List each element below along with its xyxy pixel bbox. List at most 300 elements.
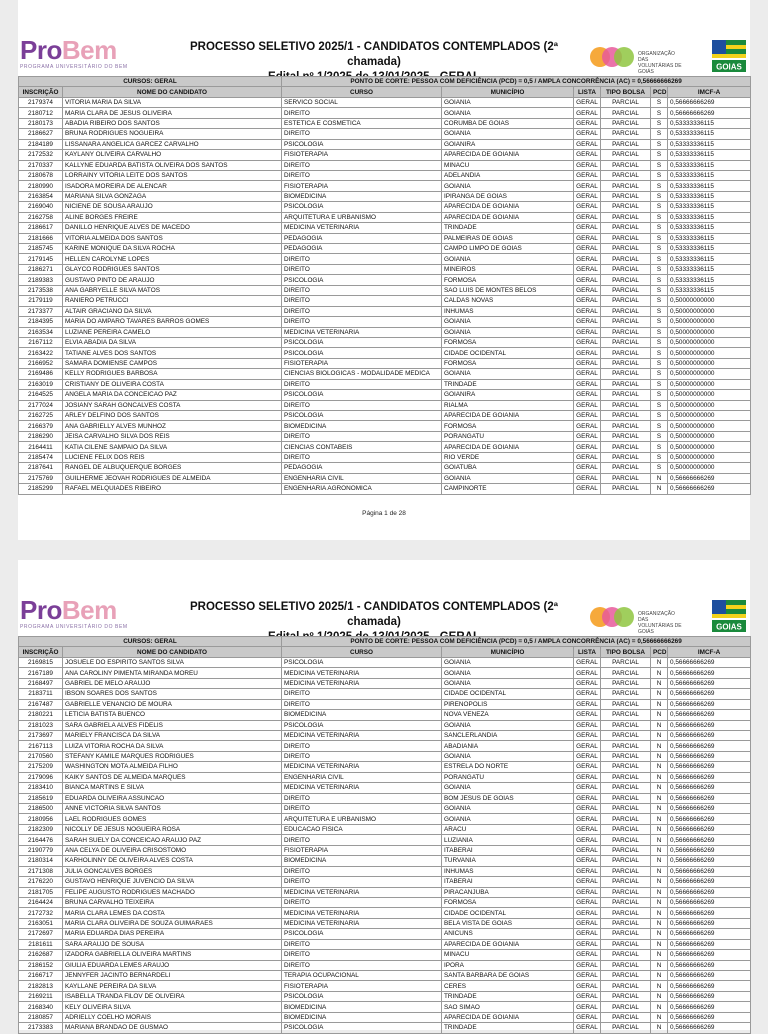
svg-text:GOIAS: GOIAS: [716, 62, 742, 72]
cell-pcd: N: [651, 877, 668, 887]
cell-tipo-bolsa: PARCIAL: [601, 160, 651, 170]
table-row: [19, 285, 751, 295]
table-row: [19, 181, 751, 191]
cell-municipio: APARECIDA DE GOIANIA: [442, 442, 574, 452]
cell-imcf: 0,53333336115: [668, 275, 751, 285]
cell-tipo-bolsa: PARCIAL: [601, 421, 651, 431]
cell-inscricao: 2173538: [19, 285, 63, 295]
cell-tipo-bolsa: PARCIAL: [601, 150, 651, 160]
cell-pcd: N: [651, 804, 668, 814]
col-inscricao: INSCRIÇÃO: [19, 647, 63, 657]
cell-tipo-bolsa: PARCIAL: [601, 689, 651, 699]
cell-imcf: 0,56666666269: [668, 762, 751, 772]
cell-nome: KELY OLIVEIRA SILVA: [63, 1002, 282, 1012]
col-pcd: PCD: [651, 647, 668, 657]
cell-imcf: 0,53333336115: [668, 191, 751, 201]
table-row: [19, 960, 751, 970]
cell-nome: MARIA CLARA LEMES DA COSTA: [63, 908, 282, 918]
cell-curso: FISIOTERAPIA: [282, 981, 442, 991]
cell-tipo-bolsa: PARCIAL: [601, 400, 651, 410]
cell-curso: ENGENHARIA AGRONOMICA: [282, 484, 442, 494]
cell-imcf: 0,50000000000: [668, 358, 751, 368]
col-municipio: MUNICÍPIO: [442, 647, 574, 657]
cell-municipio: GOIANIA: [442, 108, 574, 118]
cell-curso: BIOMEDICINA: [282, 1002, 442, 1012]
cell-curso: DIREITO: [282, 897, 442, 907]
cell-pcd: N: [651, 730, 668, 740]
cell-inscricao: 2163051: [19, 918, 63, 928]
cell-lista: GERAL: [574, 804, 601, 814]
goias-flag-icon: [712, 40, 746, 74]
cell-pcd: N: [651, 981, 668, 991]
cell-inscricao: 2164525: [19, 390, 63, 400]
cell-pcd: S: [651, 285, 668, 295]
cell-tipo-bolsa: PARCIAL: [601, 442, 651, 452]
cell-lista: GERAL: [574, 296, 601, 306]
cell-tipo-bolsa: PARCIAL: [601, 484, 651, 494]
cell-nome: SARA GABRIELA ALVES FIDELIS: [63, 720, 282, 730]
cell-curso: CIENCIAS CONTABEIS: [282, 442, 442, 452]
cell-curso: DIREITO: [282, 950, 442, 960]
cell-imcf: 0,50000000000: [668, 327, 751, 337]
band-courses: CURSOS: GERAL: [19, 637, 282, 647]
cell-lista: GERAL: [574, 400, 601, 410]
cell-nome: ALTAIR GRACIANO DA SILVA: [63, 306, 282, 316]
cell-municipio: SANTA BARBARA DE GOIAS: [442, 971, 574, 981]
cell-tipo-bolsa: PARCIAL: [601, 751, 651, 761]
cell-imcf: 0,56666666269: [668, 1012, 751, 1022]
cell-curso: ESTETICA E COSMETICA: [282, 118, 442, 128]
cell-municipio: MINACU: [442, 160, 574, 170]
cell-municipio: LUZIANIA: [442, 835, 574, 845]
cell-curso: MEDICINA VETERINARIA: [282, 730, 442, 740]
cell-municipio: APARECIDA DE GOIANIA: [442, 411, 574, 421]
results-table-2: [18, 636, 750, 1034]
cell-municipio: FORMOSA: [442, 337, 574, 347]
page-header: [18, 560, 750, 635]
cell-lista: GERAL: [574, 264, 601, 274]
cell-municipio: INHUMAS: [442, 306, 574, 316]
cell-inscricao: 2183711: [19, 689, 63, 699]
cell-inscricao: 2183410: [19, 783, 63, 793]
cell-nome: JEISA CARVALHO SILVA DOS REIS: [63, 431, 282, 441]
cell-pcd: S: [651, 296, 668, 306]
cell-curso: PEDAGOGIA: [282, 244, 442, 254]
cell-pcd: N: [651, 741, 668, 751]
cell-nome: BIANCA MARTINS E SILVA: [63, 783, 282, 793]
cell-pcd: N: [651, 835, 668, 845]
cell-nome: KARHOLINNY DE OLIVEIRA ALVES COSTA: [63, 856, 282, 866]
cell-municipio: GOIANIA: [442, 327, 574, 337]
title-line-1: PROCESSO SELETIVO 2025/1 - CANDIDATOS CONTEMPLADOS (2ª chamada): [189, 41, 559, 68]
col-curso: CURSO: [282, 647, 442, 657]
cell-lista: GERAL: [574, 181, 601, 191]
cell-curso: MEDICINA VETERINARIA: [282, 327, 442, 337]
cell-municipio: PORANGATU: [442, 772, 574, 782]
cell-municipio: SAO LUIS DE MONTES BELOS: [442, 285, 574, 295]
cell-lista: GERAL: [574, 379, 601, 389]
cell-imcf: 0,56666666269: [668, 1023, 751, 1033]
col-imcf: IMCF-A: [668, 87, 751, 97]
cell-nome: BRUNA RODRIGUES NOGUEIRA: [63, 129, 282, 139]
table-row: [19, 411, 751, 421]
cell-tipo-bolsa: PARCIAL: [601, 1012, 651, 1022]
cell-inscricao: 2164424: [19, 897, 63, 907]
cell-inscricao: 2166952: [19, 358, 63, 368]
cell-lista: GERAL: [574, 678, 601, 688]
table-row: [19, 223, 751, 233]
cell-pcd: S: [651, 97, 668, 107]
cell-imcf: 0,56666666269: [668, 699, 751, 709]
cell-inscricao: 2185619: [19, 793, 63, 803]
cell-pcd: N: [651, 772, 668, 782]
cell-pcd: N: [651, 918, 668, 928]
cell-curso: PSICOLOGIA: [282, 411, 442, 421]
cell-nome: IZADORA GABRIELLA OLIVEIRA MARTINS: [63, 950, 282, 960]
cell-inscricao: 2180173: [19, 118, 63, 128]
cell-curso: DIREITO: [282, 960, 442, 970]
cell-tipo-bolsa: PARCIAL: [601, 793, 651, 803]
table-row: [19, 191, 751, 201]
cell-tipo-bolsa: PARCIAL: [601, 678, 651, 688]
cell-pcd: N: [651, 908, 668, 918]
table-row: [19, 741, 751, 751]
cell-tipo-bolsa: PARCIAL: [601, 1002, 651, 1012]
cell-tipo-bolsa: PARCIAL: [601, 233, 651, 243]
cell-tipo-bolsa: PARCIAL: [601, 285, 651, 295]
cell-inscricao: 2177024: [19, 400, 63, 410]
logo-pro: Pro: [20, 595, 62, 625]
cell-inscricao: 2167487: [19, 699, 63, 709]
cell-lista: GERAL: [574, 991, 601, 1001]
cell-inscricao: 2173383: [19, 1023, 63, 1033]
cell-municipio: PALMEIRAS DE GOIAS: [442, 233, 574, 243]
cell-curso: PSICOLOGIA: [282, 991, 442, 1001]
cell-tipo-bolsa: PARCIAL: [601, 139, 651, 149]
cell-inscricao: 2181611: [19, 939, 63, 949]
cell-nome: SARAH SUELY DA CONCEICAO ARAUJO PAZ: [63, 835, 282, 845]
cell-municipio: ANICUNS: [442, 929, 574, 939]
cell-inscricao: 2172697: [19, 929, 63, 939]
page-footer: Página 1 de 28: [362, 510, 406, 517]
cell-pcd: N: [651, 991, 668, 1001]
cell-nome: GLAYCO RODRIGUES SANTOS: [63, 264, 282, 274]
cell-curso: PSICOLOGIA: [282, 657, 442, 667]
table-row: [19, 678, 751, 688]
cell-inscricao: 2175209: [19, 762, 63, 772]
cell-tipo-bolsa: PARCIAL: [601, 741, 651, 751]
cell-pcd: S: [651, 317, 668, 327]
table-row: [19, 929, 751, 939]
table-row: [19, 939, 751, 949]
cell-pcd: S: [651, 170, 668, 180]
table-row: [19, 97, 751, 107]
cell-lista: GERAL: [574, 223, 601, 233]
cell-pcd: N: [651, 1002, 668, 1012]
cell-imcf: 0,50000000000: [668, 452, 751, 462]
cell-inscricao: 2181023: [19, 720, 63, 730]
cell-municipio: APARECIDA DE GOIANIA: [442, 202, 574, 212]
cell-municipio: MINEIROS: [442, 264, 574, 274]
cell-imcf: 0,56666666269: [668, 804, 751, 814]
cell-municipio: GOIANIA: [442, 473, 574, 483]
table-row: [19, 950, 751, 960]
cell-lista: GERAL: [574, 689, 601, 699]
cell-nome: KARINE MONIQUE DA SILVA ROCHA: [63, 244, 282, 254]
cell-nome: ANA CELYA DE OLIVEIRA CRISOSTOMO: [63, 845, 282, 855]
table-row: [19, 835, 751, 845]
cell-municipio: ADELANDIA: [442, 170, 574, 180]
cell-nome: KAIKY SANTOS DE ALMEIDA MARQUES: [63, 772, 282, 782]
cell-curso: DIREITO: [282, 285, 442, 295]
cell-lista: GERAL: [574, 317, 601, 327]
logo-subtitle: PROGRAMA UNIVERSITÁRIO DO BEM: [20, 64, 128, 70]
cell-curso: DIREITO: [282, 699, 442, 709]
cell-nome: TATIANE ALVES DOS SANTOS: [63, 348, 282, 358]
cell-imcf: 0,50000000000: [668, 411, 751, 421]
cell-nome: ANNE VICTORIA SILVA SANTOS: [63, 804, 282, 814]
cell-pcd: N: [651, 678, 668, 688]
cell-inscricao: 2185299: [19, 484, 63, 494]
table-row: [19, 845, 751, 855]
cell-imcf: 0,56666666269: [668, 939, 751, 949]
cell-curso: BIOMEDICINA: [282, 1012, 442, 1022]
cell-municipio: GOIANIA: [442, 181, 574, 191]
cell-lista: GERAL: [574, 981, 601, 991]
cell-nome: MARIANA SILVA GONZAGA: [63, 191, 282, 201]
table-row: [19, 1002, 751, 1012]
cell-municipio: GOIANIA: [442, 97, 574, 107]
ovg-logo: [590, 42, 710, 75]
cell-pcd: N: [651, 845, 668, 855]
cell-curso: DIREITO: [282, 306, 442, 316]
cell-tipo-bolsa: PARCIAL: [601, 772, 651, 782]
cell-pcd: N: [651, 484, 668, 494]
cell-curso: MEDICINA VETERINARIA: [282, 223, 442, 233]
table-row: [19, 452, 751, 462]
cell-inscricao: 2169211: [19, 991, 63, 1001]
cell-curso: DIREITO: [282, 939, 442, 949]
cell-curso: PSICOLOGIA: [282, 348, 442, 358]
cell-lista: GERAL: [574, 150, 601, 160]
cell-tipo-bolsa: PARCIAL: [601, 118, 651, 128]
page-1: [18, 0, 750, 540]
cell-inscricao: 2187641: [19, 463, 63, 473]
cell-tipo-bolsa: PARCIAL: [601, 657, 651, 667]
cell-inscricao: 2169040: [19, 202, 63, 212]
table-row: [19, 751, 751, 761]
table-row: [19, 442, 751, 452]
table-row: [19, 668, 751, 678]
cell-inscricao: 2162758: [19, 212, 63, 222]
cell-inscricao: 2172532: [19, 150, 63, 160]
cell-inscricao: 2186152: [19, 960, 63, 970]
cell-imcf: 0,53333336115: [668, 264, 751, 274]
cell-lista: GERAL: [574, 720, 601, 730]
cell-imcf: 0,56666666269: [668, 866, 751, 876]
cell-tipo-bolsa: PARCIAL: [601, 348, 651, 358]
cell-curso: EDUCACAO FISICA: [282, 824, 442, 834]
cell-lista: GERAL: [574, 118, 601, 128]
cell-inscricao: 2186617: [19, 223, 63, 233]
cell-pcd: S: [651, 212, 668, 222]
cell-pcd: N: [651, 473, 668, 483]
cell-inscricao: 2168497: [19, 678, 63, 688]
cell-pcd: N: [651, 866, 668, 876]
cell-lista: GERAL: [574, 908, 601, 918]
cell-inscricao: 2182813: [19, 981, 63, 991]
cell-nome: LAEL RODRIGUES GOMES: [63, 814, 282, 824]
table-row: [19, 877, 751, 887]
cell-nome: JOSIANY SARAH GONCALVES COSTA: [63, 400, 282, 410]
cell-imcf: 0,56666666269: [668, 741, 751, 751]
cell-municipio: GOIANIA: [442, 814, 574, 824]
cell-imcf: 0,56666666269: [668, 856, 751, 866]
cell-nome: JOSUELE DO ESPIRITO SANTOS SILVA: [63, 657, 282, 667]
table-row: [19, 296, 751, 306]
cell-curso: DIREITO: [282, 129, 442, 139]
cell-tipo-bolsa: PARCIAL: [601, 814, 651, 824]
table-row: [19, 358, 751, 368]
table-row: [19, 369, 751, 379]
cell-nome: LETICIA BATISTA BUENCO: [63, 710, 282, 720]
cell-tipo-bolsa: PARCIAL: [601, 473, 651, 483]
cell-lista: GERAL: [574, 939, 601, 949]
cell-nome: KATIA CILENE SAMPAIO DA SILVA: [63, 442, 282, 452]
cell-nome: LUIZA VITORIA ROCHA DA SILVA: [63, 741, 282, 751]
cell-imcf: 0,53333336115: [668, 160, 751, 170]
cell-inscricao: 2162687: [19, 950, 63, 960]
cell-municipio: ITABERAI: [442, 877, 574, 887]
cell-nome: VITORIA MARIA DA SILVA: [63, 97, 282, 107]
cell-pcd: N: [651, 929, 668, 939]
cell-curso: FISIOTERAPIA: [282, 358, 442, 368]
cell-nome: KAYLANY OLIVEIRA CARVALHO: [63, 150, 282, 160]
table-row: [19, 139, 751, 149]
cell-lista: GERAL: [574, 306, 601, 316]
cell-municipio: CORUMBA DE GOIAS: [442, 118, 574, 128]
cell-pcd: S: [651, 139, 668, 149]
table-row: [19, 473, 751, 483]
cell-inscricao: 2170560: [19, 751, 63, 761]
cell-pcd: N: [651, 939, 668, 949]
cell-pcd: N: [651, 699, 668, 709]
cell-lista: GERAL: [574, 877, 601, 887]
cell-pcd: N: [651, 824, 668, 834]
table-row: [19, 971, 751, 981]
cell-municipio: RIALMA: [442, 400, 574, 410]
cell-imcf: 0,53333336115: [668, 254, 751, 264]
cell-inscricao: 2186271: [19, 264, 63, 274]
cell-imcf: 0,56666666269: [668, 908, 751, 918]
cell-curso: SERVICO SOCIAL: [282, 97, 442, 107]
cell-nome: CRISTIANY DE OLIVEIRA COSTA: [63, 379, 282, 389]
cell-tipo-bolsa: PARCIAL: [601, 971, 651, 981]
table-row: [19, 814, 751, 824]
ovg-text: ORGANIZAÇÃO DAS VOLUNTÁRIAS DE GOIÁS: [638, 611, 682, 635]
cell-nome: GUSTAVO PINTO DE ARAUJO: [63, 275, 282, 285]
cell-tipo-bolsa: PARCIAL: [601, 845, 651, 855]
cell-lista: GERAL: [574, 473, 601, 483]
probem-logo: [20, 37, 130, 70]
cell-lista: GERAL: [574, 897, 601, 907]
cell-pcd: N: [651, 762, 668, 772]
cell-municipio: SANCLERLANDIA: [442, 730, 574, 740]
cell-curso: BIOMEDICINA: [282, 421, 442, 431]
table-row: [19, 108, 751, 118]
cell-pcd: N: [651, 960, 668, 970]
cell-lista: GERAL: [574, 421, 601, 431]
col-imcf: IMCF-A: [668, 647, 751, 657]
cell-inscricao: 2175769: [19, 473, 63, 483]
cell-pcd: S: [651, 411, 668, 421]
cell-nome: MARIELY FRANCISCA DA SILVA: [63, 730, 282, 740]
table-row: [19, 150, 751, 160]
cell-imcf: 0,53333336115: [668, 233, 751, 243]
cell-tipo-bolsa: PARCIAL: [601, 264, 651, 274]
cell-inscricao: 2173377: [19, 306, 63, 316]
table-row: [19, 254, 751, 264]
cell-tipo-bolsa: PARCIAL: [601, 244, 651, 254]
cell-municipio: GOIATUBA: [442, 463, 574, 473]
cell-imcf: 0,56666666269: [668, 845, 751, 855]
cell-pcd: S: [651, 348, 668, 358]
cell-lista: GERAL: [574, 1012, 601, 1022]
cell-municipio: GOIANIRA: [442, 390, 574, 400]
cell-curso: BIOMEDICINA: [282, 191, 442, 201]
table-row: [19, 379, 751, 389]
cell-municipio: FORMOSA: [442, 421, 574, 431]
cell-nome: SARA ARAUJO DE SOUSA: [63, 939, 282, 949]
table-row: [19, 337, 751, 347]
table-row: [19, 710, 751, 720]
cell-tipo-bolsa: PARCIAL: [601, 710, 651, 720]
cell-curso: DIREITO: [282, 254, 442, 264]
cell-imcf: 0,56666666269: [668, 772, 751, 782]
cell-inscricao: 2184395: [19, 317, 63, 327]
cell-tipo-bolsa: PARCIAL: [601, 720, 651, 730]
cell-municipio: TURVANIA: [442, 856, 574, 866]
table-row: [19, 1012, 751, 1022]
cell-tipo-bolsa: PARCIAL: [601, 275, 651, 285]
cell-imcf: 0,50000000000: [668, 317, 751, 327]
table-row: [19, 908, 751, 918]
cell-tipo-bolsa: PARCIAL: [601, 856, 651, 866]
table-row: [19, 202, 751, 212]
cell-municipio: APARECIDA DE GOIANIA: [442, 150, 574, 160]
table-row: [19, 160, 751, 170]
cell-pcd: S: [651, 369, 668, 379]
cell-curso: BIOMEDICINA: [282, 710, 442, 720]
cell-nome: KELLY RODRIGUES BARBOSA: [63, 369, 282, 379]
cell-lista: GERAL: [574, 170, 601, 180]
cell-tipo-bolsa: PARCIAL: [601, 317, 651, 327]
cell-nome: ADRIELLY COELHO MORAIS: [63, 1012, 282, 1022]
cell-pcd: S: [651, 431, 668, 441]
page-header: [18, 0, 750, 75]
cell-municipio: APARECIDA DE GOIANIA: [442, 212, 574, 222]
cell-municipio: IPIRANGA DE GOIAS: [442, 191, 574, 201]
cell-nome: JENNYFER JACINTO BERNARDELI: [63, 971, 282, 981]
table-row: [19, 275, 751, 285]
cell-imcf: 0,56666666269: [668, 887, 751, 897]
cell-lista: GERAL: [574, 129, 601, 139]
cell-imcf: 0,53333336115: [668, 285, 751, 295]
table-row: [19, 897, 751, 907]
cell-curso: DIREITO: [282, 804, 442, 814]
cell-nome: ALINE BORGES FREIRE: [63, 212, 282, 222]
cell-tipo-bolsa: PARCIAL: [601, 358, 651, 368]
